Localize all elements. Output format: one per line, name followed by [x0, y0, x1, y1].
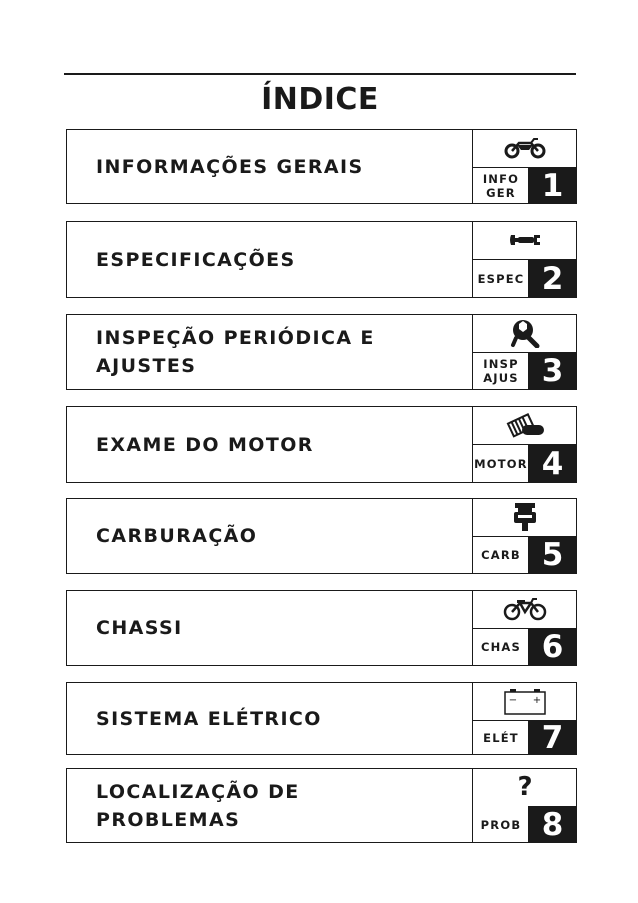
section-localizacao-de-problemas[interactable] — [66, 768, 577, 843]
section-title — [96, 431, 464, 459]
section-title — [96, 522, 464, 550]
motorcycle-icon — [473, 129, 577, 168]
wrench-icon — [473, 221, 577, 260]
section-number: 6 — [528, 628, 577, 666]
section-especificacoes[interactable] — [66, 221, 577, 298]
section-title — [96, 246, 464, 274]
spanner-icon — [473, 314, 577, 353]
section-sistema-eletrico[interactable] — [66, 682, 577, 755]
section-title — [96, 614, 464, 642]
engine-icon — [473, 406, 577, 445]
abbr-line: INSP — [483, 357, 519, 371]
section-abbr — [473, 444, 529, 483]
abbr-line: CHAS — [480, 640, 522, 654]
section-number: 8 — [528, 806, 577, 843]
abbr-line: AJUS — [483, 371, 519, 385]
battery-icon — [473, 682, 577, 721]
section-tab[interactable] — [472, 129, 577, 204]
section-tab[interactable] — [472, 314, 577, 390]
section-tab[interactable] — [472, 221, 577, 298]
section-title-line: INFORMAÇÕES GERAIS — [96, 155, 364, 178]
section-abbr — [473, 536, 529, 574]
battery-minus-label: − — [508, 695, 518, 706]
section-abbr — [473, 720, 529, 755]
section-number: 1 — [528, 167, 577, 204]
abbr-line: ELÉT — [483, 730, 519, 745]
section-title-line: ESPECIFICAÇÕES — [96, 248, 296, 271]
section-tab[interactable] — [472, 590, 577, 666]
section-abbr — [473, 628, 529, 666]
bicycle-icon — [473, 590, 577, 629]
section-title-line: EXAME DO MOTOR — [96, 433, 314, 456]
section-carburacao[interactable] — [66, 498, 577, 574]
section-title — [96, 705, 464, 733]
abbr-line: PROB — [480, 817, 522, 832]
top-rule — [64, 73, 576, 75]
abbr-line: GER — [486, 185, 516, 200]
question-mark: ? — [517, 772, 533, 802]
section-number: 5 — [528, 536, 577, 574]
section-abbr — [473, 352, 529, 390]
page-title: ÍNDICE — [261, 82, 379, 117]
section-abbr — [473, 259, 529, 298]
section-tab[interactable] — [472, 768, 577, 843]
abbr-line: CARB — [481, 548, 521, 562]
section-title-line: LOCALIZAÇÃO DE — [96, 780, 300, 803]
section-title — [96, 778, 464, 834]
section-tab[interactable] — [472, 682, 577, 755]
section-title — [96, 324, 464, 380]
section-informacoes-gerais[interactable] — [66, 129, 577, 204]
section-number: 2 — [528, 259, 577, 298]
section-title-line: CARBURAÇÃO — [96, 525, 258, 547]
section-tab[interactable] — [472, 406, 577, 483]
section-chassi[interactable] — [66, 590, 577, 666]
section-number: 4 — [528, 444, 577, 483]
abbr-line: ESPEC — [477, 271, 525, 286]
section-number: 7 — [528, 720, 577, 755]
carburetor-icon — [473, 498, 577, 537]
section-tab[interactable] — [472, 498, 577, 574]
section-title-line: CHASSI — [96, 617, 183, 639]
section-abbr — [473, 167, 529, 204]
question-icon — [473, 768, 577, 806]
section-inspecao-periodica[interactable] — [66, 314, 577, 390]
section-title-line: PROBLEMAS — [96, 808, 241, 831]
section-title-line: SISTEMA ELÉTRICO — [96, 707, 322, 730]
battery-plus-label: + — [532, 695, 542, 706]
abbr-line: MOTOR — [474, 456, 528, 471]
section-title-line: INSPEÇÃO PERIÓDICA E — [96, 327, 375, 349]
section-number: 3 — [528, 352, 577, 390]
section-title-line: AJUSTES — [96, 355, 197, 377]
abbr-line: INFO — [482, 171, 520, 186]
section-abbr — [473, 806, 529, 843]
section-title — [96, 153, 464, 181]
section-exame-do-motor[interactable] — [66, 406, 577, 483]
